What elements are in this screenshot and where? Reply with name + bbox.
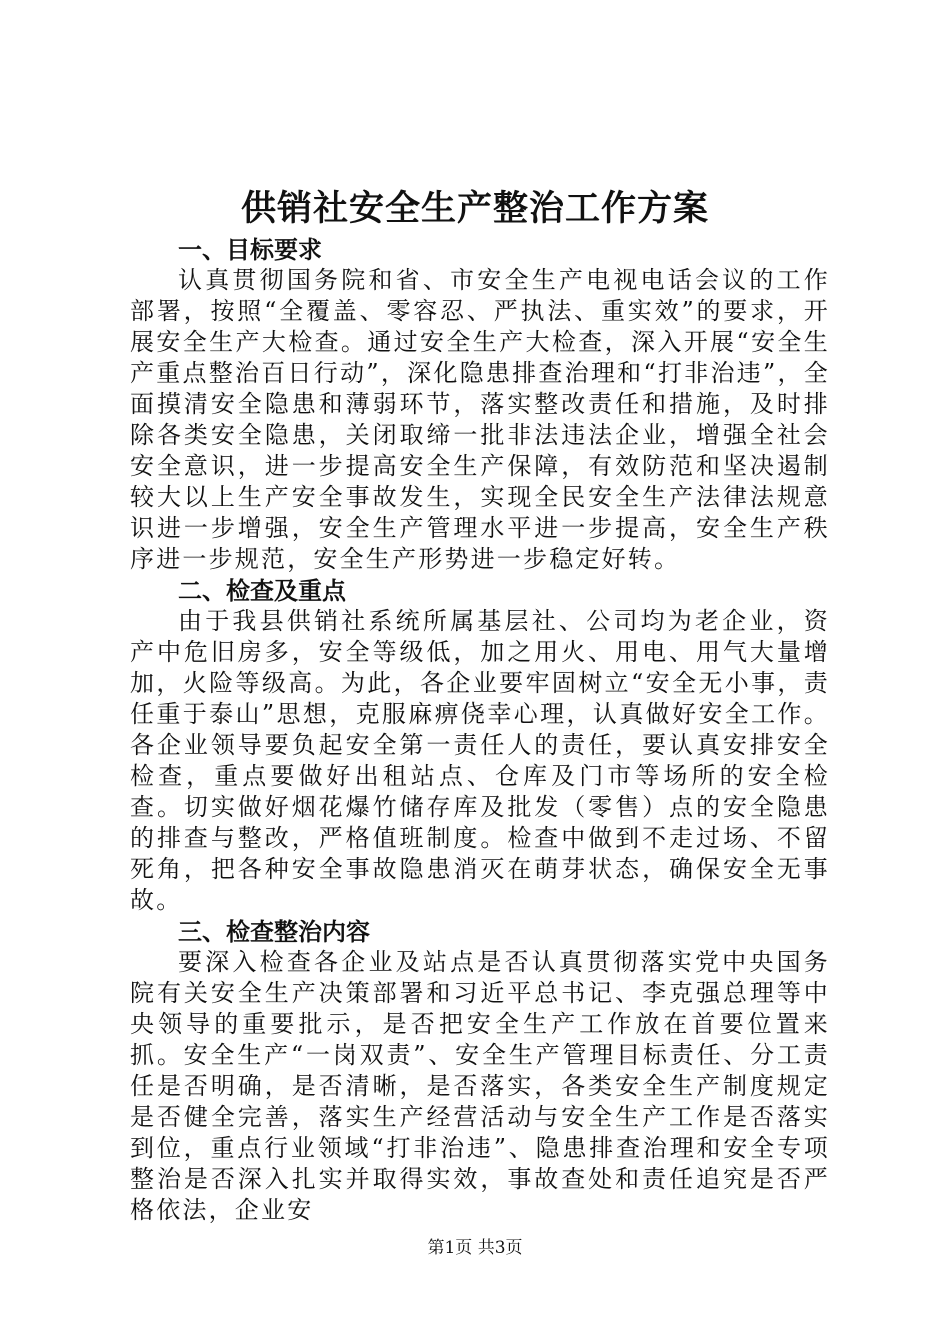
section-heading-inspection-focus: 二、检查及重点: [178, 576, 346, 605]
page-number-footer: 第1页 共3页: [427, 1238, 523, 1258]
document-title: 供销社安全生产整治工作方案: [240, 188, 709, 229]
section-paragraph-goals: 认真贯彻国务院和省、市安全生产电视电话会议的工作部署，按照“全覆盖、零容忍、严执法、重实效”的要求，开展安全生产大检查。通过安全生产大检查，深入开展“安全生产重点整治百日行动”，深化隐患排查治理和“打非治违”，全面摸清安全隐患和薄弱环节，落实整改责任和措施，及时排除各类安全隐患，关闭取缔一批非法违法企业，增强全社会安全意识，进一步提高安全生产保障，有效防范和坚决遏制较大以上生产安全事故发生，实现全民安全生产法律法规意识进一步增强，安全生产管理水平进一步提高，安全生产秩序进一步规范，安全生产形势进一步稳定好转。: [130, 266, 830, 573]
section-heading-inspection-content: 三、检查整治内容: [178, 917, 370, 946]
section-paragraph-inspection-focus: 由于我县供销社系统所属基层社、公司均为老企业，资产中危旧房多，安全等级低，加之用火、用电、用气大量增加，火险等级高。为此，各企业要牢固树立“安全无小事，责任重于泰山”思想，克服麻痹侥幸心理，认真做好安全工作。各企业领导要负起安全第一责任人的责任，要认真安排安全检查，重点要做好出租站点、仓库及门市等场所的安全检查。切实做好烟花爆竹储存库及批发（零售）点的安全隐患的排查与整改，严格值班制度。检查中做到不走过场、不留死角，把各种安全事故隐患消灭在萌芽状态，确保安全无事故。: [130, 607, 830, 914]
document-body: [130, 234, 830, 1226]
section-paragraph-inspection-content: 要深入检查各企业及站点是否认真贯彻落实党中央国务院有关安全生产决策部署和习近平总书记、李克强总理等中央领导的重要批示，是否把安全生产工作放在首要位置来抓。安全生产“一岗双责”、安全生产管理目标责任、分工责任是否明确，是否清晰，是否落实，各类安全生产制度规定是否健全完善，落实生产经营活动与安全生产工作是否落实到位，重点行业领域“打非治违”、隐患排查治理和安全专项整治是否深入扎实并取得实效，事故查处和责任追究是否严格依法，企业安: [130, 948, 830, 1224]
section-heading-goals: 一、目标要求: [178, 235, 322, 264]
